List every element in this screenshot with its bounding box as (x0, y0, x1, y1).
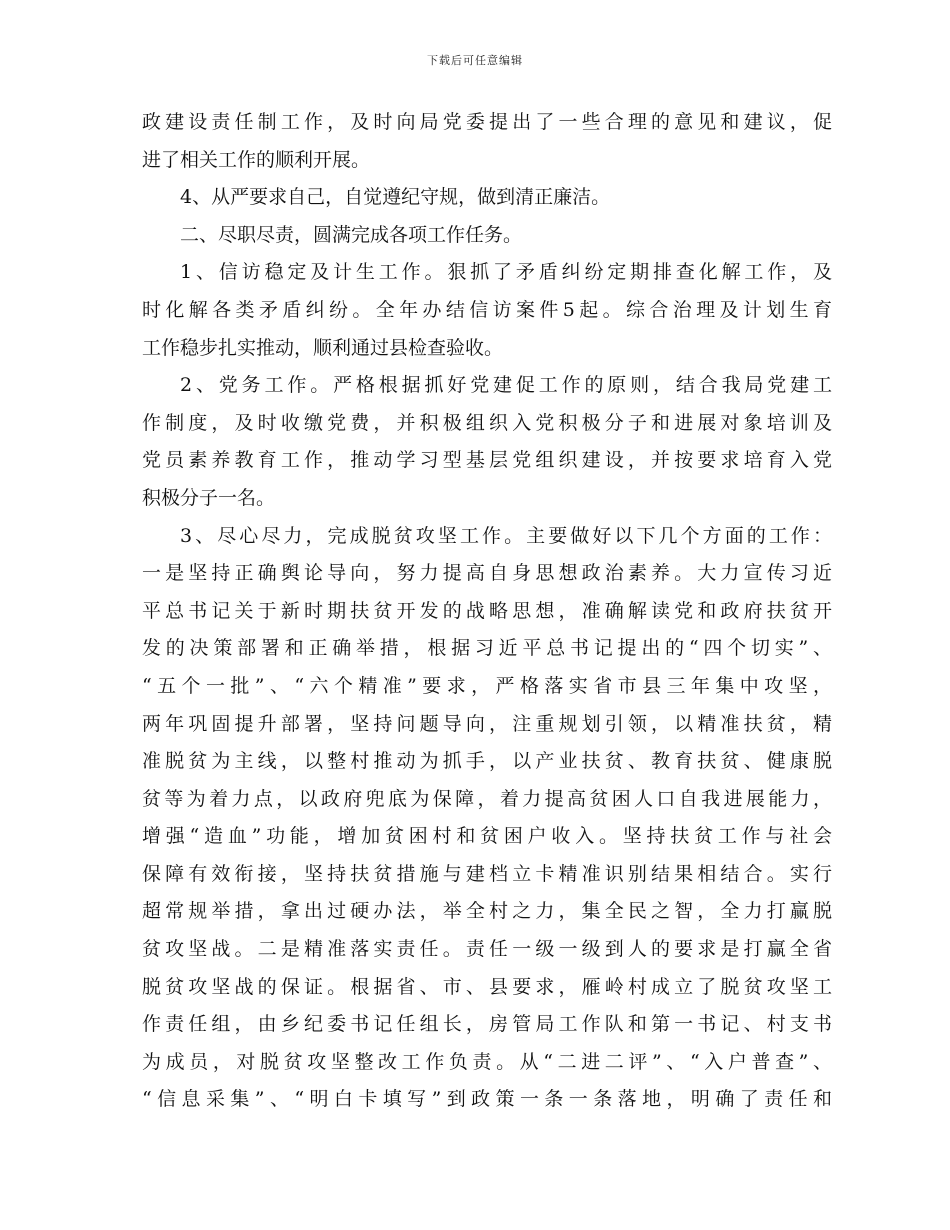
text-line: 保障有效衔接，坚持扶贫措施与建档立卡精准识别结果相结合。实行 (142, 862, 832, 885)
text-line: 3、尽心尽力，完成脱贫攻坚工作。主要做好以下几个方面的工作： (180, 524, 832, 547)
text-line: 作制度，及时收缴党费，并积极组织入党积极分子和进展对象培训及 (142, 411, 832, 434)
text-line: 积极分子一名。 (142, 486, 276, 509)
text-line: “信息采集”、“明白卡填写”到政策一条一条落地，明确了责任和 (142, 1088, 832, 1111)
text-line: 为成员，对脱贫攻坚整改工作负责。从“二进二评”、“入户普查”、 (142, 1050, 832, 1073)
document-body (142, 104, 832, 1119)
text-line: 作责任组，由乡纪委书记任组长，房管局工作队和第一书记、村支书 (142, 1013, 832, 1036)
text-line: 平总书记关于新时期扶贫开发的战略思想，准确解读党和政府扶贫开 (142, 599, 832, 622)
text-line: 政建设责任制工作，及时向局党委提出了一些合理的意见和建议，促 (142, 111, 832, 133)
text-line: 两年巩固提升部署，坚持问题导向，注重规划引领，以精准扶贫，精 (142, 712, 832, 735)
text-line: 脱贫攻坚战的保证。根据省、市、县要求，雁岭村成立了脱贫攻坚工 (142, 975, 832, 998)
text-line: 时化解各类矛盾纠纷。全年办结信访案件5起。综合治理及计划生育 (142, 298, 832, 321)
text-line: 党员素养教育工作，推动学习型基层党组织建设，并按要求培育入党 (142, 449, 832, 472)
text-line: 1、信访稳定及计生工作。狠抓了矛盾纠纷定期排查化解工作，及 (180, 261, 832, 284)
text-line: 准脱贫为主线，以整村推动为抓手，以产业扶贫、教育扶贫、健康脱 (142, 750, 832, 773)
text-line: 贫攻坚战。二是精准落实责任。责任一级一级到人的要求是打赢全省 (142, 938, 832, 961)
text-line: 进了相关工作的顺利开展。 (142, 148, 371, 171)
text-line: 2、党务工作。严格根据抓好党建促工作的原则，结合我局党建工 (180, 374, 832, 397)
page-header: 下载后可任意编辑 (427, 54, 523, 67)
text-line: “五个一批”、“六个精准”要求，严格落实省市县三年集中攻坚， (142, 674, 832, 697)
text-line: 4、从严要求自己，自觉遵纪守规，做到清正廉洁。 (180, 186, 611, 209)
text-line: 超常规举措，拿出过硬办法，举全村之力，集全民之智，全力打赢脱 (142, 900, 832, 923)
text-line: 工作稳步扎实推动，顺利通过县检查验收。 (142, 336, 504, 359)
text-line: 一是坚持正确舆论导向，努力提高自身思想政治素养。大力宣传习近 (142, 562, 832, 585)
text-line: 二、尽职尽责，圆满完成各项工作任务。 (180, 223, 523, 246)
text-line: 增强“造血”功能，增加贫困村和贫困户收入。坚持扶贫工作与社会 (142, 825, 832, 848)
text-line: 发的决策部署和正确举措，根据习近平总书记提出的“四个切实”、 (142, 637, 832, 660)
text-line: 贫等为着力点，以政府兜底为保障，着力提高贫困人口自我进展能力， (142, 787, 832, 810)
